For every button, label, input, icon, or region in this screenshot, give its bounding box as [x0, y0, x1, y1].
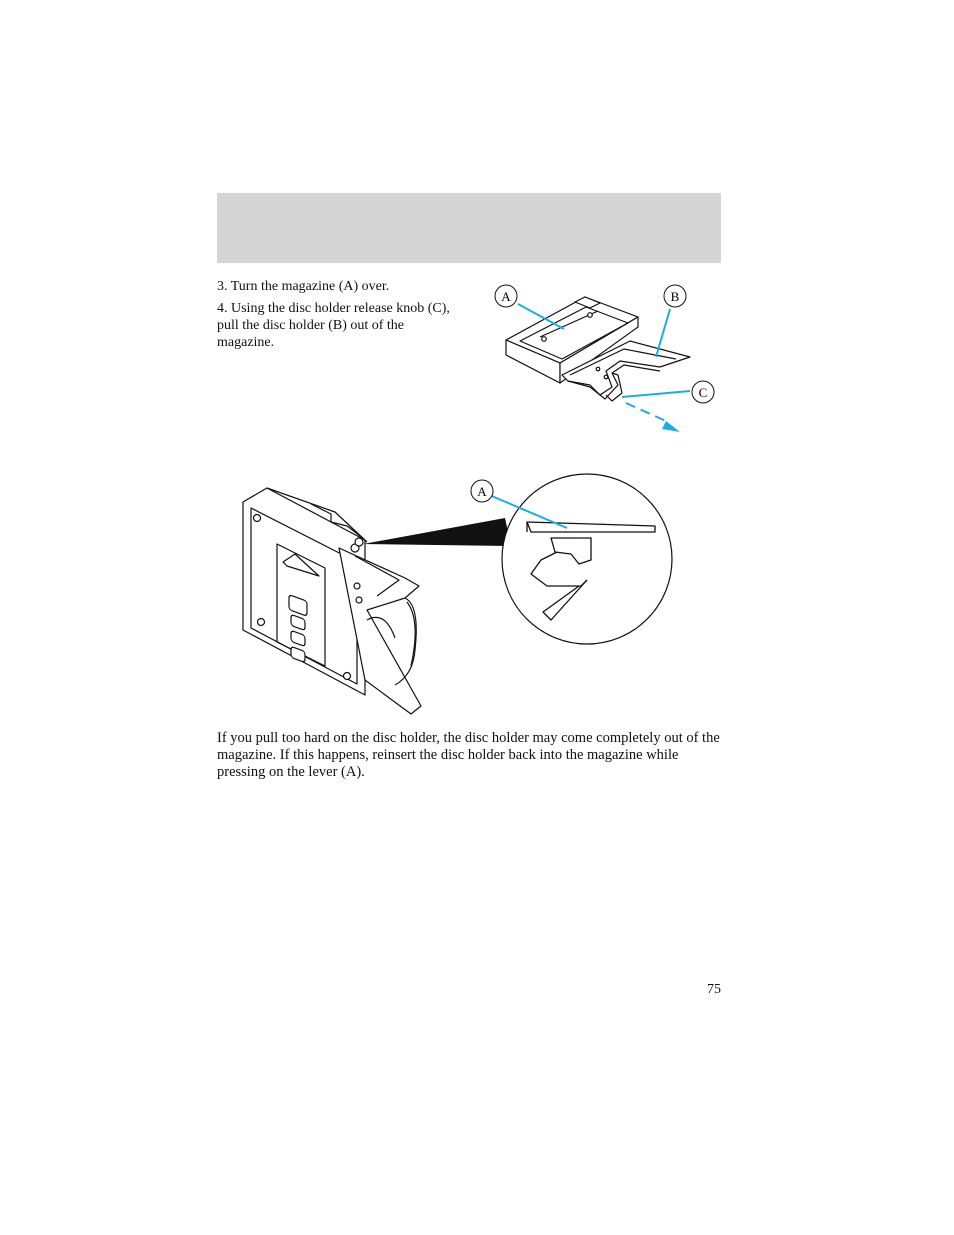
- callout-a-label: A: [477, 484, 487, 499]
- magazine-illustration: [480, 275, 710, 440]
- callout-c-label: C: [698, 385, 708, 400]
- callout-a-label: A: [501, 289, 511, 304]
- callout-b-label: B: [670, 289, 680, 304]
- page-number: 75: [707, 982, 721, 997]
- disc-holder-illustration: [235, 470, 680, 720]
- step-3-text: 3. Turn the magazine (A) over.: [217, 279, 390, 294]
- step-4-text: 4. Using the disc holder release knob (C), pull the disc holder (B) out of the magazine.: [217, 301, 450, 350]
- header-band: [217, 193, 721, 263]
- pull-warning-text: If you pull too hard on the disc holder, the disc holder may come completely out of the magazine. If this happens, reinsert the disc holder back into the magazine while pressing on the lever (A).: [217, 730, 720, 780]
